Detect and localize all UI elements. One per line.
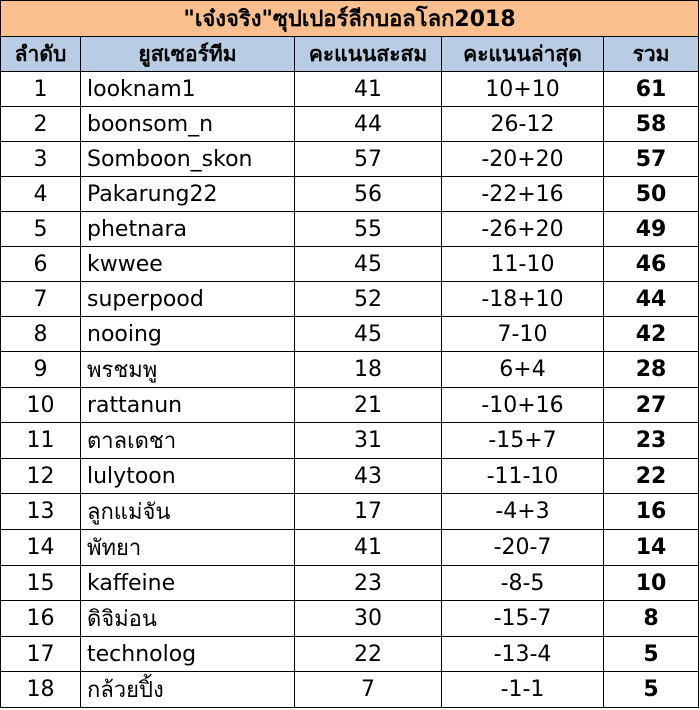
latest-score-cell: -11-10 [442, 459, 604, 494]
rank-cell: 16 [1, 601, 81, 637]
table-row [1, 494, 699, 530]
latest-score-cell: -22+16 [442, 177, 604, 212]
accumulated-score-cell: 17 [295, 494, 442, 530]
rank-cell: 8 [1, 317, 81, 352]
accumulated-score-cell: 18 [295, 352, 442, 388]
accumulated-score-cell: 55 [295, 212, 442, 247]
total-score-cell: 58 [604, 107, 699, 142]
table-row [1, 530, 699, 566]
accumulated-score-cell: 43 [295, 459, 442, 494]
total-score-cell: 23 [604, 423, 699, 459]
accumulated-score-cell: 45 [295, 247, 442, 282]
header-user: ยูสเซอร์ทีม [81, 37, 295, 72]
latest-score-cell: -15+7 [442, 423, 604, 459]
latest-score-cell: 7-10 [442, 317, 604, 352]
accumulated-score-cell: 31 [295, 423, 442, 459]
table-row [1, 672, 699, 708]
rank-cell: 10 [1, 388, 81, 423]
table-row [1, 282, 699, 317]
total-score-cell: 5 [604, 672, 699, 708]
rank-cell: 9 [1, 352, 81, 388]
table-body [1, 72, 699, 708]
table-row [1, 601, 699, 637]
rank-cell: 6 [1, 247, 81, 282]
rank-cell: 18 [1, 672, 81, 708]
rank-cell: 7 [1, 282, 81, 317]
username-cell: lulytoon [81, 459, 295, 494]
username-cell: Pakarung22 [81, 177, 295, 212]
username-cell: rattanun [81, 388, 295, 423]
header-latest: คะแนนล่าสุด [442, 37, 604, 72]
accumulated-score-cell: 22 [295, 637, 442, 672]
table-row [1, 177, 699, 212]
total-score-cell: 50 [604, 177, 699, 212]
rank-cell: 13 [1, 494, 81, 530]
username-cell: kaffeine [81, 566, 295, 601]
latest-score-cell: -20-7 [442, 530, 604, 566]
username-cell: kwwee [81, 247, 295, 282]
header-accumulated: คะแนนสะสม [295, 37, 442, 72]
accumulated-score-cell: 44 [295, 107, 442, 142]
accumulated-score-cell: 21 [295, 388, 442, 423]
accumulated-score-cell: 41 [295, 72, 442, 107]
latest-score-cell: 10+10 [442, 72, 604, 107]
rank-cell: 12 [1, 459, 81, 494]
table-row [1, 107, 699, 142]
username-cell: looknam1 [81, 72, 295, 107]
total-score-cell: 57 [604, 142, 699, 177]
username-cell: boonsom_n [81, 107, 295, 142]
total-score-cell: 14 [604, 530, 699, 566]
rank-cell: 15 [1, 566, 81, 601]
total-score-cell: 16 [604, 494, 699, 530]
accumulated-score-cell: 41 [295, 530, 442, 566]
accumulated-score-cell: 30 [295, 601, 442, 637]
username-cell: superpood [81, 282, 295, 317]
rank-cell: 1 [1, 72, 81, 107]
rank-cell: 5 [1, 212, 81, 247]
table-row [1, 247, 699, 282]
username-cell: ตาลเดชา [81, 423, 295, 459]
table-row [1, 388, 699, 423]
accumulated-score-cell: 23 [295, 566, 442, 601]
latest-score-cell: -4+3 [442, 494, 604, 530]
latest-score-cell: -18+10 [442, 282, 604, 317]
username-cell: กล้วยปิ้ง [81, 672, 295, 708]
username-cell: Somboon_skon [81, 142, 295, 177]
total-score-cell: 42 [604, 317, 699, 352]
latest-score-cell: -13-4 [442, 637, 604, 672]
total-score-cell: 44 [604, 282, 699, 317]
latest-score-cell: -10+16 [442, 388, 604, 423]
table-row [1, 72, 699, 107]
username-cell: ลูกแม่จัน [81, 494, 295, 530]
total-score-cell: 61 [604, 72, 699, 107]
username-cell: ดิจิม่อน [81, 601, 295, 637]
table-row [1, 352, 699, 388]
total-score-cell: 10 [604, 566, 699, 601]
latest-score-cell: -20+20 [442, 142, 604, 177]
rank-cell: 2 [1, 107, 81, 142]
accumulated-score-cell: 57 [295, 142, 442, 177]
latest-score-cell: -15-7 [442, 601, 604, 637]
header-rank: ลำดับ [1, 37, 81, 72]
total-score-cell: 22 [604, 459, 699, 494]
rank-cell: 4 [1, 177, 81, 212]
latest-score-cell: -8-5 [442, 566, 604, 601]
table-row [1, 566, 699, 601]
table-row [1, 459, 699, 494]
latest-score-cell: -1-1 [442, 672, 604, 708]
total-score-cell: 28 [604, 352, 699, 388]
header-total: รวม [604, 37, 699, 72]
username-cell: technolog [81, 637, 295, 672]
username-cell: phetnara [81, 212, 295, 247]
username-cell: พัทยา [81, 530, 295, 566]
accumulated-score-cell: 56 [295, 177, 442, 212]
rank-cell: 17 [1, 637, 81, 672]
accumulated-score-cell: 7 [295, 672, 442, 708]
accumulated-score-cell: 52 [295, 282, 442, 317]
table-row [1, 423, 699, 459]
table-title: "เจ๋งจริง"ซุปเปอร์ลีกบอลโลก2018 [1, 1, 699, 37]
total-score-cell: 27 [604, 388, 699, 423]
rank-cell: 3 [1, 142, 81, 177]
total-score-cell: 8 [604, 601, 699, 637]
latest-score-cell: 11-10 [442, 247, 604, 282]
username-cell: nooing [81, 317, 295, 352]
latest-score-cell: 26-12 [442, 107, 604, 142]
rank-cell: 14 [1, 530, 81, 566]
total-score-cell: 5 [604, 637, 699, 672]
accumulated-score-cell: 45 [295, 317, 442, 352]
latest-score-cell: 6+4 [442, 352, 604, 388]
table-row [1, 212, 699, 247]
total-score-cell: 49 [604, 212, 699, 247]
header-row [1, 37, 699, 72]
table-row [1, 142, 699, 177]
total-score-cell: 46 [604, 247, 699, 282]
table-row [1, 317, 699, 352]
rank-cell: 11 [1, 423, 81, 459]
latest-score-cell: -26+20 [442, 212, 604, 247]
table-row [1, 637, 699, 672]
username-cell: พรชมพู [81, 352, 295, 388]
title-row [1, 1, 699, 37]
